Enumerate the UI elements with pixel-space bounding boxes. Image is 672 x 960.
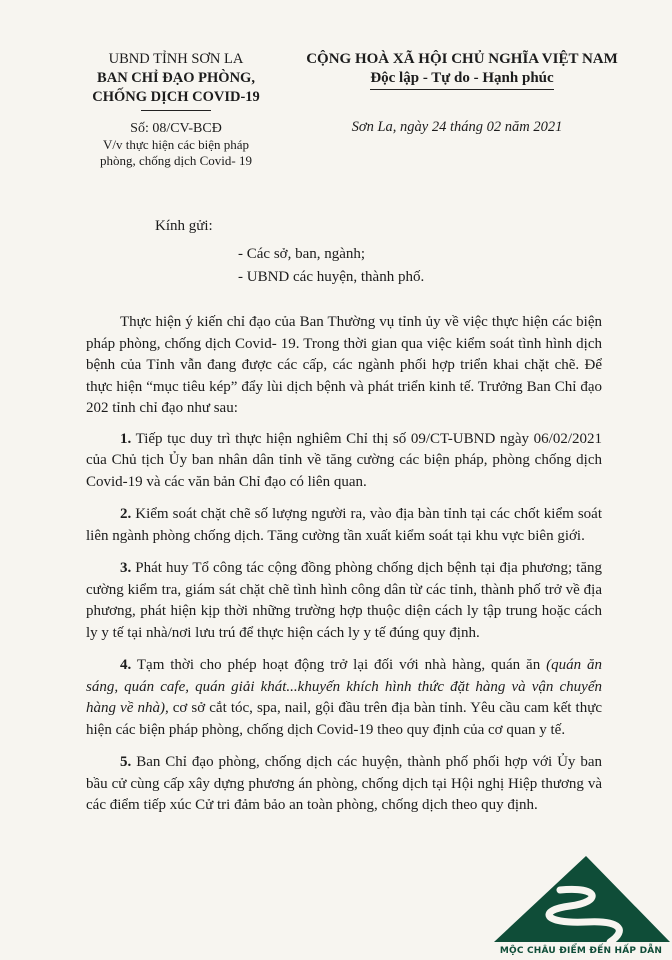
intro-paragraph: Thực hiện ý kiến chỉ đạo của Ban Thường vụ tỉnh ủy về việc thực hiện các biện pháp phòng, chống dịch Covid- 19. Trong thời gian qua việc kiểm soát tình hình dịch bệnh của Tỉnh vẫn đang được các cấp, các ngành phối hợp triển khai chặt chẽ. Để thực hiện “mục tiêu kép” đẩy lùi dịch bệnh và phát triển kinh tế. Trưởng Ban Chỉ đạo 202 tỉnh chỉ đạo như sau: (86, 314, 602, 416)
nation-name: CỘNG HOÀ XÃ HỘI CHỦ NGHĨA VIỆT NAM (306, 51, 618, 67)
document-subject-line1: V/v thực hiện các biện pháp (102, 137, 250, 152)
item-text: Tạm thời cho phép hoạt động trở lại đối với nhà hàng, quán ăn (131, 657, 547, 673)
directive-item-4 (86, 655, 602, 741)
national-motto: Độc lập - Tự do - Hạnh phúc (370, 69, 553, 90)
watermark-text: MỘC CHÂU ĐIỂM ĐẾN HẤP DẪN (499, 946, 663, 956)
watermark-logo (490, 850, 672, 960)
item-text: Phát huy Tổ công tác cộng đồng phòng chống dịch bệnh tại địa phương; tăng cường kiểm tra, giám sát chặt chẽ tình hình công dân từ các tỉnh, thành phố trở về địa phương, phát hiện kịp thời những trường hợp thuộc diện cách ly tập trung hoặc cách ly y tế tại nhà/nơi lưu trú để thực hiện cách ly y tế đúng quy định. (86, 560, 602, 641)
item-text: Ban Chỉ đạo phòng, chống dịch các huyện, thành phố phối hợp với Ủy ban bầu cử cùng cấp xây dựng phương án phòng, chống dịch tại Hội nghị Hiệp thương và các điểm tiếp xúc Cử tri đảm bảo an toàn phòng, chống dịch theo quy định. (86, 754, 602, 813)
national-title-block (272, 50, 652, 90)
document-number: Số: 08/CV-BCĐ (130, 121, 222, 136)
document-number-block (66, 120, 286, 169)
header-divider (141, 110, 211, 111)
greeting: Kính gửi: (155, 218, 213, 234)
item-text: Kiểm soát chặt chẽ số lượng người ra, vào địa bàn tỉnh tại các chốt kiểm soát liên ngành phòng chống dịch. Tăng cường tần xuất kiểm soát tại khu vực biên giới. (86, 506, 602, 544)
directive-item-3 (86, 558, 602, 644)
document-subject-line2: phòng, chống dịch Covid- 19 (99, 153, 252, 168)
item-number: 3. (120, 560, 132, 576)
committee-name-line1: BAN CHỈ ĐẠO PHÒNG, (97, 70, 255, 86)
item-number: 4. (120, 657, 132, 673)
item-text-italic: (quán ăn sáng, quán cafe, quán giải khát...khuyến khích hình thức đặt hàng và vận chuyển hàng về nhà) (86, 657, 602, 716)
agency-name: UBND TỈNH SƠN LA (108, 51, 244, 67)
mountain-logo-icon (490, 850, 672, 946)
item-number: 5. (120, 754, 132, 770)
directive-item-5 (86, 752, 602, 817)
directive-item-1 (86, 429, 602, 494)
directive-item-2 (86, 504, 602, 547)
item-text: Tiếp tục duy trì thực hiện nghiêm Chỉ thị số 09/CT-UBND ngày 06/02/2021 của Chủ tịch Ủy ban nhân dân tỉnh về tăng cường các biện pháp, phòng chống dịch Covid-19 và các văn bản Chỉ đạo có liên quan. (86, 430, 602, 490)
item-number: 2. (120, 506, 132, 522)
dateline: Sơn La, ngày 24 tháng 02 năm 2021 (351, 119, 563, 135)
recipient-item: - UBND các huyện, thành phố. (238, 269, 425, 285)
recipient-list (238, 243, 424, 289)
committee-name-line2: CHỐNG DỊCH COVID-19 (92, 89, 260, 105)
recipient-item: - Các sở, ban, ngành; (238, 246, 366, 262)
item-text: , cơ sở cắt tóc, spa, nail, gội đầu trên địa bàn tỉnh. Yêu cầu cam kết thực hiện các biện pháp phòng, chống dịch Covid-19 theo quy định của cơ quan y tế. (86, 700, 602, 738)
document-body (86, 312, 602, 828)
item-number: 1. (120, 430, 132, 447)
issuing-agency-block (66, 50, 286, 111)
